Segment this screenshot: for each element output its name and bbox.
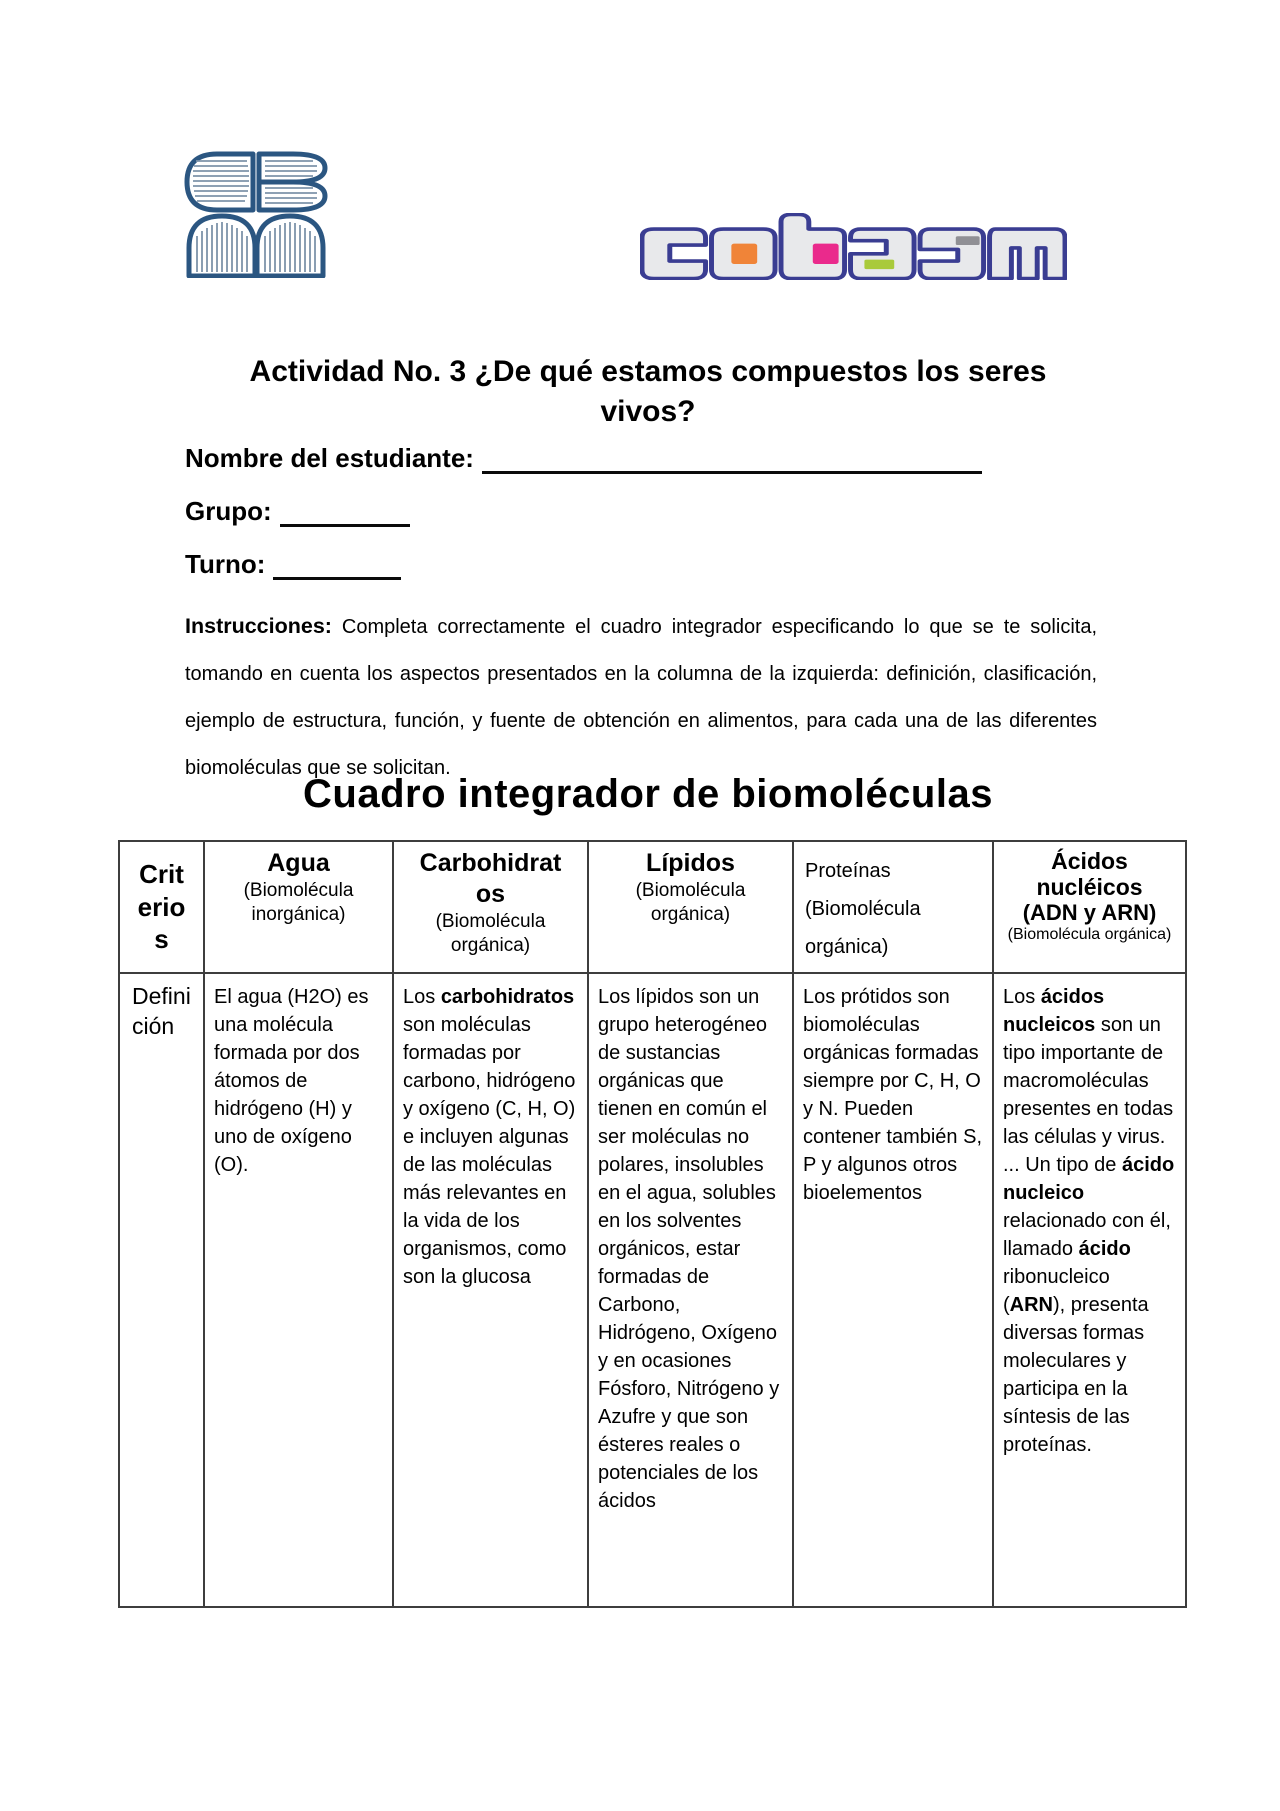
header-carbohidratos-title: Carbohidratos: [419, 849, 562, 908]
group-blank-line: [280, 524, 410, 527]
header-carbohidratos: [393, 841, 588, 973]
colegio-bachilleres-logo: [183, 150, 329, 278]
student-name-field: [185, 443, 982, 474]
header-agua-subtitle: (Biomolécula inorgánica): [243, 880, 354, 926]
instructions-paragraph: [185, 603, 1097, 792]
header-acidos-adn-arn: (ADN y ARN): [1022, 900, 1157, 925]
group-field: [185, 496, 410, 527]
header-acidos-nucleicos: [993, 841, 1186, 973]
activity-title: Actividad No. 3 ¿De qué estamos compuestos los seres vivos?: [249, 355, 1047, 428]
student-name-label: Nombre del estudiante:: [185, 443, 474, 473]
cobaem-accent-green: [864, 260, 894, 269]
header-lipidos: [588, 841, 793, 973]
group-label: Grupo:: [185, 496, 272, 526]
shift-blank-line: [273, 577, 401, 580]
header-proteinas-title: Proteínas: [805, 860, 891, 882]
header-criterios: Criterios: [119, 841, 204, 973]
cobaem-accent-orange: [731, 244, 757, 264]
instructions-label: Instrucciones:: [185, 614, 332, 638]
cobaem-letter-c: [642, 229, 706, 279]
cobaem-letter-a: [851, 229, 915, 279]
cobaem-accent-gray: [956, 236, 980, 245]
cobaem-accent-magenta: [813, 244, 839, 264]
biomolecules-table: [118, 840, 1187, 1608]
table-heading: Cuadro integrador de biomoléculas: [303, 772, 993, 816]
cobaem-letter-m: [990, 229, 1065, 279]
cell-definicion-lipidos: Los lípidos son un grupo heterogéneo de sustancias orgánicas que tienen en común el ser moléculas no polares, insolubles en el agua, solubles en los solventes orgánicos, estar formadas de Carbono, Hidrógeno, Oxígeno y en ocasiones Fósforo, Nitrógeno y Azufre y que son ésteres reales o potenciales de los ácidos: [588, 973, 793, 1607]
header-agua: [204, 841, 393, 973]
table-header-row: [119, 841, 1186, 973]
header-proteinas-subtitle: (Biomolécula orgánica): [805, 898, 921, 958]
header-agua-title: Agua: [267, 849, 330, 877]
cell-definicion-agua: El agua (H2O) es una molécula formada por dos átomos de hidrógeno (H) y uno de oxígeno (O).: [204, 973, 393, 1607]
header-proteinas: [793, 841, 993, 973]
student-name-blank-line: [482, 471, 982, 474]
cobaem-logo: [640, 213, 1067, 280]
cell-definicion-carbohidratos: Los carbohidratos son moléculas formadas por carbono, hidrógeno y oxígeno (C, H, O) e incluyen algunas de las moléculas más relevantes en la vida de los organismos, como son la glucosa: [393, 973, 588, 1607]
shift-field: [185, 549, 401, 580]
header-carbohidratos-subtitle: (Biomolécula orgánica): [435, 911, 546, 957]
shift-label: Turno:: [185, 549, 266, 579]
cell-definicion-proteinas: Los prótidos son biomoléculas orgánicas formadas siempre por C, H, O y N. Pueden contener también S, P y algunos otros bioelementos: [793, 973, 993, 1607]
header-acidos-subtitle: (Biomolécula orgánica): [1007, 926, 1172, 943]
header-lipidos-subtitle: (Biomolécula orgánica): [635, 880, 746, 926]
header-acidos-title: Ácidos nucléicos: [1036, 848, 1143, 900]
row-label-definicion: Definición: [119, 973, 204, 1607]
header-lipidos-title: Lípidos: [646, 849, 735, 877]
instructions-text: Completa correctamente el cuadro integrador especificando lo que se te solicita, tomando en cuenta los aspectos presentados en la columna de la izquierda: definición, clasificación, ejemplo de estructura, función, y fuente de obtención en alimentos, para cada una de las diferentes biomoléculas que se solicitan.: [185, 616, 1097, 779]
cell-definicion-acidos: Los ácidos nucleicos son un tipo importante de macromoléculas presentes en todas las células y virus. ... Un tipo de ácido nucleico relacionado con él, llamado ácido ribonucleico (ARN), presenta diversas formas moleculares y participa en la síntesis de las proteínas.: [993, 973, 1186, 1607]
definition-row: [119, 973, 1186, 1607]
